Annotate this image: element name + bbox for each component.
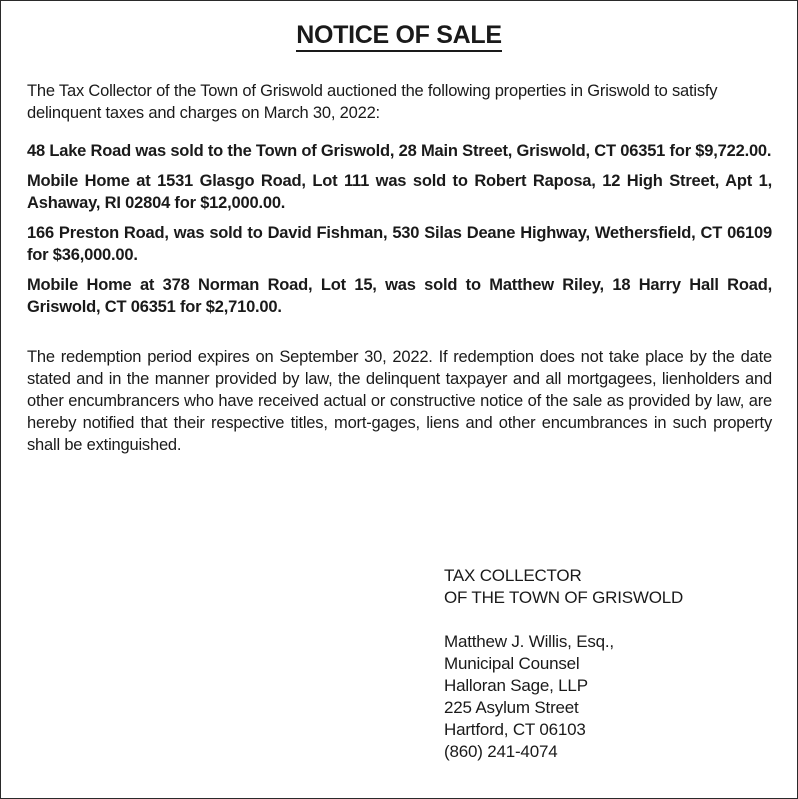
signer-name: Matthew J. Willis, Esq., bbox=[444, 632, 614, 651]
sale-item-1: 48 Lake Road was sold to the Town of Griswold, 28 Main Street, Griswold, CT 06351 for $9,722.00. bbox=[27, 142, 772, 160]
signer-role: Municipal Counsel bbox=[444, 654, 580, 673]
notice-title bbox=[0, 20, 798, 50]
sale-item-3: 166 Preston Road, was sold to David Fishman, 530 Silas Deane Highway, Wethersfield, CT 06109 for $36,000.00. bbox=[27, 224, 772, 264]
notice-title-text: NOTICE OF SALE bbox=[296, 21, 502, 52]
signature-spacer bbox=[444, 609, 683, 631]
notice-body bbox=[27, 80, 772, 456]
redemption-paragraph: The redemption period expires on September 30, 2022. If redemption does not take place by the date stated and in the manner provided by law, the delinquent taxpayer and all mortgagees, lienholders and other encumbrancers who have received actual or constructive notice of the sale as provided by law, are hereby notified that their respective titles, mort-gages, liens and other encumbrances in such property shall be extinguished. bbox=[27, 348, 772, 454]
signer-city: Hartford, CT 06103 bbox=[444, 720, 586, 739]
office-line-2: OF THE TOWN OF GRISWOLD bbox=[444, 588, 684, 607]
signer-street: 225 Asylum Street bbox=[444, 698, 579, 717]
sale-item-2: Mobile Home at 1531 Glasgo Road, Lot 111 was sold to Robert Raposa, 12 High Street, Apt 1, Ashaway, RI 02804 for $12,000.00. bbox=[27, 172, 772, 212]
sale-item-4: Mobile Home at 378 Norman Road, Lot 15, was sold to Matthew Riley, 18 Harry Hall Road, Griswold, CT 06351 for $2,710.00. bbox=[27, 276, 772, 316]
signer-firm: Halloran Sage, LLP bbox=[444, 676, 588, 695]
signature-block bbox=[444, 565, 683, 763]
office-line-1: TAX COLLECTOR bbox=[444, 566, 582, 585]
signer-phone: (860) 241-4074 bbox=[444, 742, 558, 761]
intro-paragraph: The Tax Collector of the Town of Griswold auctioned the following properties in Griswold to satisfy delinquent taxes and charges on March 30, 2022: bbox=[27, 82, 718, 122]
